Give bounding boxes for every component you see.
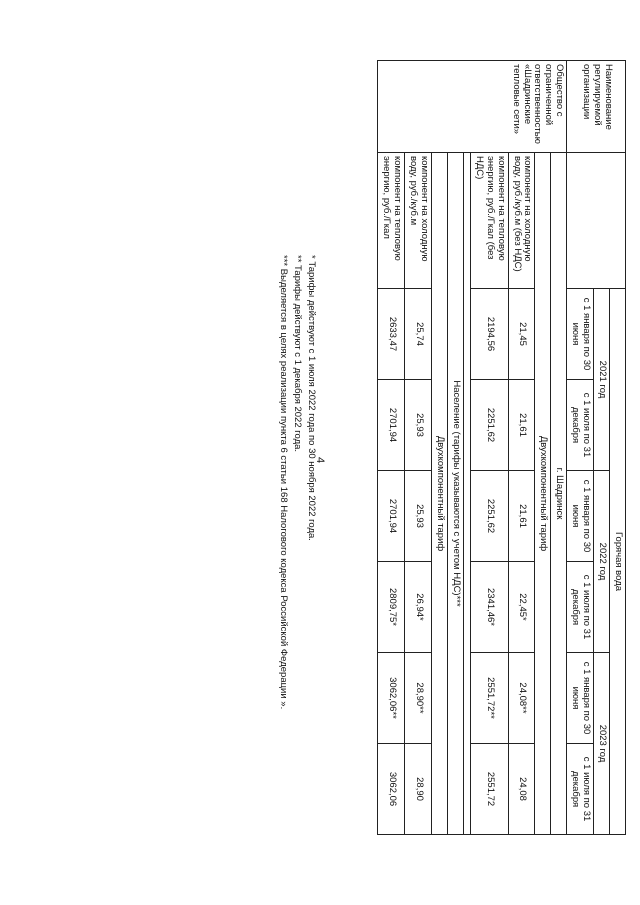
header-year: 2021 год [594, 289, 610, 471]
table-cell: 21,61 [508, 380, 535, 471]
header-period: с 1 января по 30 июня [567, 653, 594, 744]
footnote: * Тарифы действуют с 1 июля 2022 года по 30 ноября 2022 года. [306, 255, 317, 541]
page-number: 4 [314, 456, 326, 464]
header-period: с 1 января по 30 июня [567, 289, 594, 380]
rotated-page-content [20, 0, 640, 845]
table-cell: 24,08** [508, 653, 535, 744]
row-label: компонент на тепловую энергию, руб./Гкал [378, 153, 405, 289]
tariff-type-row: Двухкомпонентный тариф [535, 153, 551, 835]
header-period: с 1 июля по 31 декабря [567, 744, 594, 835]
city-row: г. Шадринск [551, 153, 567, 835]
table-cell: 2701,94 [378, 380, 405, 471]
table-cell: 25,93 [405, 471, 432, 562]
table-cell: 2251,62 [470, 380, 508, 471]
table-cell: 21,61 [508, 471, 535, 562]
table-cell: 25,74 [405, 289, 432, 380]
header-org-column: Наименование регулируемой организации [567, 61, 626, 153]
table-cell: 21,45 [508, 289, 535, 380]
table-row [378, 61, 405, 835]
header-period: с 1 июля по 31 декабря [567, 380, 594, 471]
table-row [470, 61, 508, 835]
organization-name: Общество с ограниченной ответственностью «Шадринские тепловые сети» [378, 61, 567, 153]
footnotes [276, 255, 318, 815]
table-cell: 28,90** [405, 653, 432, 744]
table-cell: 2809,75* [378, 562, 405, 653]
table-cell: 2701,94 [378, 471, 405, 562]
tariff-table [377, 60, 626, 835]
header-period: с 1 июля по 31 декабря [567, 562, 594, 653]
table-cell: 22,45* [508, 562, 535, 653]
table-cell: 2341,46* [470, 562, 508, 653]
spacer-row [463, 153, 470, 835]
header-blank-cell [567, 153, 626, 289]
row-label: компонент на тепловую энергию, руб./Гкал (без НДС) [470, 153, 508, 289]
table-cell: 26,94* [405, 562, 432, 653]
footnote: ** Тарифы действуют с 1 декабря 2022 года. [292, 255, 303, 453]
row-label: компонент на холодную воду, руб./куб.м (без НДС) [508, 153, 535, 289]
table-cell: 2194,56 [470, 289, 508, 380]
table-cell: 28,90 [405, 744, 432, 835]
header-year: 2023 год [594, 653, 610, 835]
table-cell: 24,08 [508, 744, 535, 835]
header-period: с 1 января по 30 июня [567, 471, 594, 562]
header-hot-water: Горячая вода [610, 289, 626, 835]
table-cell: 2551,72** [470, 653, 508, 744]
header-year: 2022 год [594, 471, 610, 653]
table-cell: 2633,47 [378, 289, 405, 380]
table-cell: 3062,06** [378, 653, 405, 744]
table-cell: 2551,72 [470, 744, 508, 835]
table-cell: 2251,62 [470, 471, 508, 562]
footnote: *** Выделяется в целях реализации пункта 6 статьи 168 Налогового кодекса Российской Федерации ». [278, 255, 289, 710]
population-note-row: Население (тарифы указываются с учетом НДС)*** [447, 153, 463, 835]
row-label: компонент на холодную воду, руб./куб.м [405, 153, 432, 289]
tariff-type-row: Двухкомпонентный тариф [432, 153, 448, 835]
table-cell: 3062,06 [378, 744, 405, 835]
table-row [508, 61, 535, 835]
table-row [405, 61, 432, 835]
table-cell: 25,93 [405, 380, 432, 471]
